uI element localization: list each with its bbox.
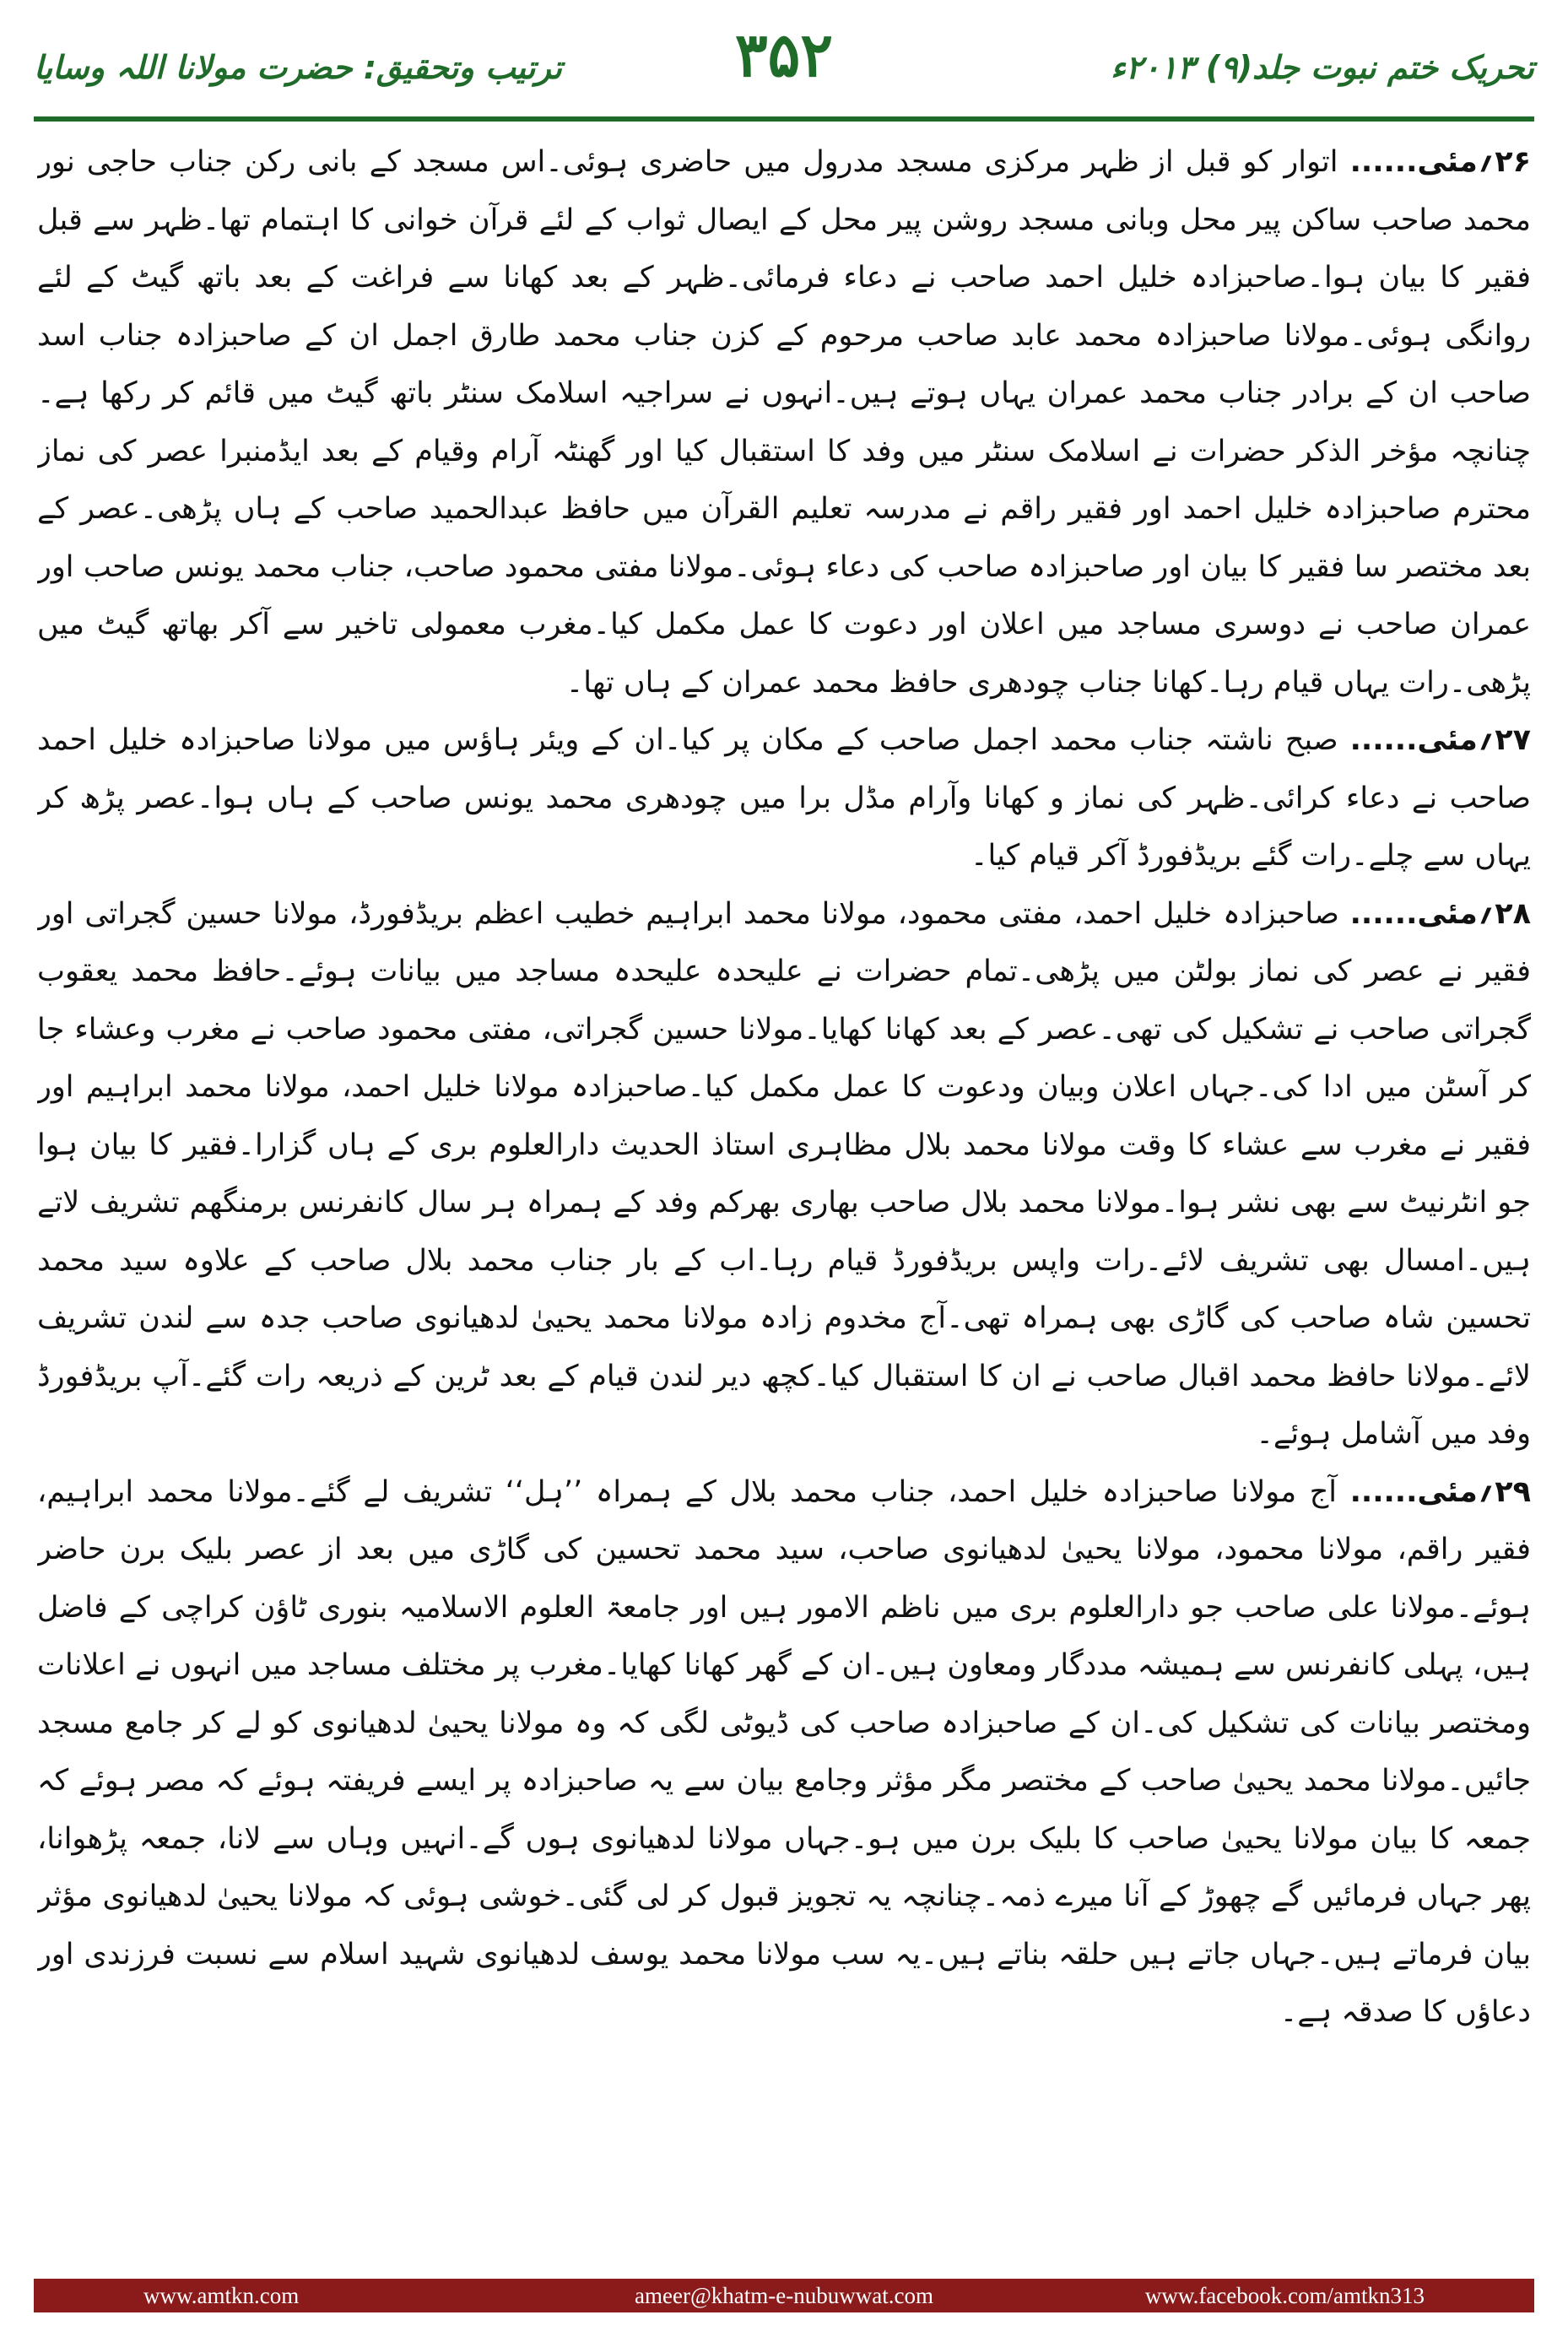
paragraph-text: اتوار کو قبل از ظہر مرکزی مسجد مدرول میں حاضری ہوئی۔اس مسجد کے بانی رکن جناب حاجی نور محمد صاحب ساکن پیر محل وبانی مسجد روشن پیر محل کے ایصال ثواب کے لئے قرآن خوانی کا اہتمام تھا۔ظہر سے قبل فقیر کا بیان ہوا۔صاحبزادہ خلیل احمد صاحب نے دعاء فرمائی۔ظہر کے بعد کھانا سے فراغت کے بعد باتھ گیٹ کے لئے روانگی ہوئی۔مولانا صاحبزادہ محمد عابد صاحب مرحوم کے کزن جناب محمد طارق اجمل ان کے صاحبزادہ جناب اسد صاحب ان کے برادر جناب محمد عمران یہاں ہوتے ہیں۔انہوں نے سراجیہ اسلامک سنٹر باتھ گیٹ میں قائم کر رکھا ہے۔چنانچہ مؤخر الذکر حضرات نے اسلامک سنٹر میں وفد کا استقبال کیا اور گھنٹہ آرام وقیام کے بعد ایڈمنبرا عصر کی نماز محترم صاحبزادہ خلیل احمد اور فقیر راقم نے مدرسہ تعلیم القرآن میں حافظ عبدالحمید صاحب کے ہاں پڑھی۔عصر کے بعد مختصر سا فقیر کا بیان اور صاحبزادہ صاحب کی دعاء ہوئی۔مولانا مفتی محمود صاحب، جناب محمد یونس صاحب اور عمران صاحب نے دوسری مساجد میں اعلان اور دعوت کا عمل مکمل کیا۔مغرب معمولی تاخیر سے آکر بھاتھ گیٹ میں پڑھی۔رات یہاں قیام رہا۔کھانا جناب چودھری حافظ محمد عمران کے ہاں تھا۔ (37, 145, 1531, 700)
paragraph-date: ۲۶؍مئی...... (1349, 145, 1531, 179)
footer-facebook-link[interactable]: www.facebook.com/amtkn313 (1144, 2283, 1425, 2308)
paragraph-may-28 (37, 885, 1531, 1463)
page-header (34, 19, 1534, 120)
paragraph-text: صاحبزادہ خلیل احمد، مفتی محمود، مولانا محمد ابراہیم خطیب اعظم بریڈفورڈ، مولانا حسین گجراتی اور فقیر نے عصر کی نماز بولٹن میں پڑھی۔تمام حضرات نے علیحدہ علیحدہ مساجد میں بیانات ہوئے۔حافظ محمد یعقوب گجراتی صاحب نے تشکیل کی تھی۔عصر کے بعد کھانا کھایا۔مولانا حسین گجراتی، مفتی محمود صاحب نے مغرب وعشاء جا کر آسٹن میں ادا کی۔جہاں اعلان وبیان ودعوت کا عمل مکمل کیا۔صاحبزادہ مولانا خلیل احمد، مولانا محمد ابراہیم اور فقیر نے مغرب سے عشاء کا وقت مولانا محمد بلال مظاہری استاذ الحدیث دارالعلوم بری کے ہاں گزارا۔فقیر کا بیان ہوا جو انٹرنیٹ سے بھی نشر ہوا۔مولانا محمد بلال صاحب بھاری بھرکم وفد کے ہمراہ ہر سال کانفرنس برمنگھم تشریف لاتے ہیں۔امسال بھی تشریف لائے۔رات واپس بریڈفورڈ قیام رہا۔اب کے بار جناب محمد بلال صاحب کے علاوہ سید محمد تحسین شاہ صاحب کی گاڑی بھی ہمراہ تھی۔آج مخدوم زادہ مولانا محمد یحییٰ لدھیانوی صاحب جدہ سے لندن تشریف لائے۔مولانا حافظ محمد اقبال صاحب نے ان کا استقبال کیا۔کچھ دیر لندن قیام کے بعد ٹرین کے ذریعہ رات گئے۔آپ بریڈفورڈ وفد میں آشامل ہوئے۔ (37, 896, 1531, 1451)
paragraph-may-27 (37, 711, 1531, 885)
paragraph-may-29 (37, 1463, 1531, 2042)
header-book-title: تحریک ختم نبوت جلد(۹) ۲۰۱۳ء (1111, 49, 1534, 86)
paragraph-text: صبح ناشتہ جناب محمد اجمل صاحب کے مکان پر کیا۔ان کے ویئر ہاؤس میں مولانا صاحبزادہ خلیل احمد صاحب نے دعاء کرائی۔ظہر کی نماز و کھانا وآرام مڈل برا میں چودھری محمد یونس صاحب کے ہاں ہوا۔عصر پڑھ کر یہاں سے چلے۔رات گئے بریڈفورڈ آکر قیام کیا۔ (37, 723, 1531, 873)
page-number: ۳۵۲ (734, 19, 833, 90)
paragraph-date: ۲۸؍مئی...... (1349, 896, 1531, 931)
header-compiler-credit: ترتیب وتحقیق: حضرت مولانا اللہ وسایا (34, 49, 562, 86)
paragraph-text: آج مولانا صاحبزادہ خلیل احمد، جناب محمد بلال کے ہمراہ ’’ہل‘‘ تشریف لے گئے۔مولانا محمد ابراہیم، فقیر راقم، مولانا محمود، مولانا یحییٰ لدھیانوی صاحب، سید محمد تحسین کی گاڑی میں بعد از عصر بلیک برن حاضر ہوئے۔مولانا علی صاحب جو دارالعلوم بری میں ناظم الامور ہیں اور جامعۃ العلوم الاسلامیہ بنوری ٹاؤن کراچی کے فاضل ہیں، پہلی کانفرنس سے ہمیشہ مددگار ومعاون ہیں۔ان کے گھر کھانا کھایا۔مغرب پر مختلف مساجد میں انہوں نے اعلانات ومختصر بیانات کی تشکیل کی۔ان کے صاحبزادہ صاحب کی ڈیوٹی لگی کہ وہ مولانا یحییٰ لدھیانوی کو لے کر جامع مسجد جائیں۔مولانا محمد یحییٰ صاحب کے مختصر مگر مؤثر وجامع بیان سے یہ صاحبزادہ پر ایسے فریفتہ ہوئے کہ مصر ہوئے کہ جمعہ کا بیان مولانا یحییٰ صاحب کا بلیک برن میں ہو۔جہاں مولانا لدھیانوی ہوں گے۔انہیں وہاں سے لانا، جمعہ پڑھوانا، پھر جہاں فرمائیں گے چھوڑ کے آنا میرے ذمہ۔چنانچہ یہ تجویز قبول کر لی گئی۔خوشی ہوئی کہ مولانا یحییٰ لدھیانوی مؤثر بیان فرماتے ہیں۔جہاں جاتے ہیں حلقہ بناتے ہیں۔یہ سب مولانا محمد یوسف لدھیانوی شہید اسلام سے نسبت فرزندی اور دعاؤں کا صدقہ ہے۔ (37, 1474, 1531, 2029)
paragraph-date: ۲۷؍مئی...... (1349, 723, 1531, 757)
footer-email-link[interactable]: ameer@khatm-e-nubuwwat.com (635, 2283, 933, 2308)
paragraph-date: ۲۹؍مئی...... (1349, 1474, 1531, 1509)
page-footer (34, 2279, 1534, 2312)
header-divider (34, 116, 1534, 122)
paragraph-may-26 (37, 133, 1531, 711)
footer-website-link[interactable]: www.amtkn.com (143, 2283, 300, 2308)
body-text (37, 133, 1531, 2193)
